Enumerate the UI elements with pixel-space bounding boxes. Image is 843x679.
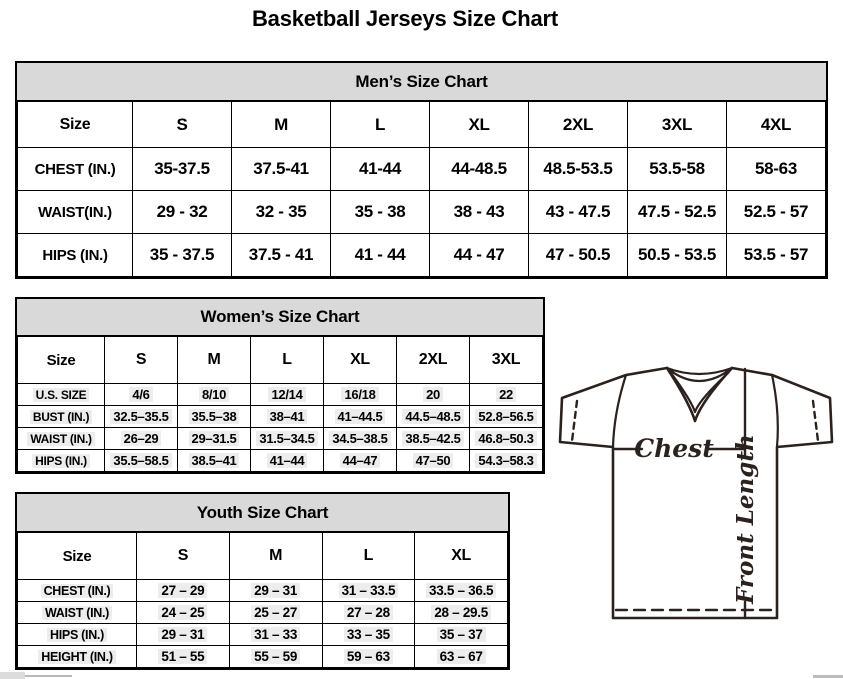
size-cell bbox=[324, 450, 397, 472]
size-cell bbox=[137, 624, 230, 646]
table-row bbox=[18, 428, 543, 450]
size-cell bbox=[137, 602, 230, 624]
front-length-label: Front Length bbox=[732, 434, 759, 604]
column-header: S bbox=[105, 337, 178, 384]
highlighted-text: 16/18 bbox=[341, 387, 378, 402]
highlighted-text: 44.5–48.5 bbox=[402, 409, 463, 424]
size-cell: 35 - 37.5 bbox=[133, 234, 232, 277]
highlighted-text: 54.3–58.3 bbox=[475, 453, 536, 468]
highlighted-text: 46.8–50.3 bbox=[475, 431, 536, 446]
size-cell: 38 - 43 bbox=[430, 191, 529, 234]
column-header: 3XL bbox=[470, 337, 543, 384]
size-cell: 48.5-53.5 bbox=[529, 148, 628, 191]
table-row bbox=[18, 191, 826, 234]
jersey-seam-left bbox=[613, 375, 626, 447]
size-cell bbox=[324, 428, 397, 450]
size-cell bbox=[229, 580, 322, 602]
size-cell bbox=[105, 384, 178, 406]
jersey-outline bbox=[560, 368, 832, 618]
highlighted-text: 41–44.5 bbox=[335, 409, 386, 424]
highlighted-text: WAIST (IN.) bbox=[42, 606, 112, 620]
column-header: L bbox=[322, 533, 415, 580]
highlighted-text: 31 – 33.5 bbox=[339, 583, 399, 598]
column-header: 4XL bbox=[727, 102, 826, 148]
size-cell: 41-44 bbox=[331, 148, 430, 191]
highlighted-text: 51 – 55 bbox=[158, 649, 207, 664]
size-cell: 47.5 - 52.5 bbox=[628, 191, 727, 234]
table-row bbox=[18, 406, 543, 428]
highlighted-text: 63 – 67 bbox=[437, 649, 486, 664]
column-header: S bbox=[133, 102, 232, 148]
highlighted-text: 35 – 37 bbox=[437, 627, 486, 642]
size-cell bbox=[251, 428, 324, 450]
jersey-cuff-dash-left bbox=[572, 401, 577, 441]
size-cell bbox=[324, 406, 397, 428]
row-label bbox=[18, 602, 137, 624]
column-header: 2XL bbox=[529, 102, 628, 148]
highlighted-text: 32.5–35.5 bbox=[110, 409, 171, 424]
size-cell bbox=[178, 406, 251, 428]
highlighted-text: 31 – 33 bbox=[251, 627, 300, 642]
size-cell bbox=[470, 450, 543, 472]
table-row bbox=[18, 624, 508, 646]
highlighted-text: 4/6 bbox=[129, 387, 152, 402]
jersey-cuff-dash-right bbox=[813, 401, 818, 441]
size-cell: 43 - 47.5 bbox=[529, 191, 628, 234]
highlighted-text: 33.5 – 36.5 bbox=[426, 583, 496, 598]
size-cell bbox=[397, 428, 470, 450]
size-cell: 53.5-58 bbox=[628, 148, 727, 191]
highlighted-text: 35.5–58.5 bbox=[110, 453, 171, 468]
highlighted-text: 44–47 bbox=[340, 453, 381, 468]
horizontal-scrollbar-track-right[interactable] bbox=[813, 675, 843, 678]
size-cell bbox=[178, 450, 251, 472]
highlighted-text: 33 – 35 bbox=[344, 627, 393, 642]
size-cell bbox=[178, 428, 251, 450]
size-cell bbox=[397, 384, 470, 406]
highlighted-text: 27 – 28 bbox=[344, 605, 393, 620]
mens-size-chart bbox=[15, 61, 828, 279]
row-label bbox=[18, 580, 137, 602]
highlighted-text: 26–29 bbox=[121, 431, 162, 446]
size-cell: 29 - 32 bbox=[133, 191, 232, 234]
size-header-row bbox=[18, 102, 826, 148]
highlighted-text: 35.5–38 bbox=[189, 409, 240, 424]
mens-size-table bbox=[17, 101, 826, 277]
column-header: 2XL bbox=[397, 337, 470, 384]
highlighted-text: 41–44 bbox=[267, 453, 308, 468]
size-cell: 50.5 - 53.5 bbox=[628, 234, 727, 277]
size-cell: 53.5 - 57 bbox=[727, 234, 826, 277]
highlighted-text: 38.5–41 bbox=[189, 453, 240, 468]
size-cell: 47 - 50.5 bbox=[529, 234, 628, 277]
column-header: 3XL bbox=[628, 102, 727, 148]
size-cell: 41 - 44 bbox=[331, 234, 430, 277]
highlighted-text: 24 – 25 bbox=[158, 605, 207, 620]
highlighted-text: 29–31.5 bbox=[189, 431, 240, 446]
column-header: XL bbox=[415, 533, 508, 580]
size-header-row bbox=[18, 337, 543, 384]
highlighted-text: 27 – 29 bbox=[158, 583, 207, 598]
highlighted-text: 34.5–38.5 bbox=[329, 431, 390, 446]
highlighted-text: HIPS (IN.) bbox=[32, 454, 90, 468]
size-cell bbox=[415, 624, 508, 646]
column-header: L bbox=[251, 337, 324, 384]
column-header: L bbox=[331, 102, 430, 148]
womens-size-table bbox=[17, 336, 543, 472]
highlighted-text: CHEST (IN.) bbox=[41, 584, 114, 598]
womens-table-title: Women’s Size Chart bbox=[17, 299, 543, 336]
size-header-row bbox=[18, 533, 508, 580]
column-header: M bbox=[178, 337, 251, 384]
size-cell bbox=[251, 406, 324, 428]
jersey-measurement-diagram bbox=[556, 362, 836, 624]
table-row bbox=[18, 148, 826, 191]
row-label: HIPS (IN.) bbox=[18, 234, 133, 277]
highlighted-text: WAIST (IN.) bbox=[27, 432, 94, 446]
size-cell: 44-48.5 bbox=[430, 148, 529, 191]
highlighted-text: 29 – 31 bbox=[251, 583, 300, 598]
size-cell bbox=[470, 428, 543, 450]
size-cell bbox=[251, 450, 324, 472]
size-cell bbox=[470, 406, 543, 428]
highlighted-text: 52.8–56.5 bbox=[475, 409, 536, 424]
size-cell bbox=[105, 428, 178, 450]
row-label bbox=[18, 384, 105, 406]
size-cell: 35 - 38 bbox=[331, 191, 430, 234]
size-cell: 58-63 bbox=[727, 148, 826, 191]
highlighted-text: 28 – 29.5 bbox=[431, 605, 491, 620]
highlighted-text: 20 bbox=[423, 387, 443, 402]
column-header: XL bbox=[430, 102, 529, 148]
row-label: WAIST(IN.) bbox=[18, 191, 133, 234]
mens-table-title: Men’s Size Chart bbox=[17, 63, 826, 101]
size-cell bbox=[137, 646, 230, 668]
size-cell bbox=[229, 646, 322, 668]
highlighted-text: 38.5–42.5 bbox=[402, 431, 463, 446]
column-header: Size bbox=[18, 102, 133, 148]
youth-table-title: Youth Size Chart bbox=[17, 494, 508, 532]
size-cell bbox=[415, 580, 508, 602]
table-row bbox=[18, 580, 508, 602]
size-cell bbox=[415, 602, 508, 624]
table-row bbox=[18, 450, 543, 472]
youth-size-chart bbox=[15, 492, 510, 670]
size-cell bbox=[137, 580, 230, 602]
size-cell: 52.5 - 57 bbox=[727, 191, 826, 234]
page-title: Basketball Jerseys Size Chart bbox=[251, 6, 559, 31]
highlighted-text: 12/14 bbox=[268, 387, 305, 402]
highlighted-text: 47–50 bbox=[413, 453, 454, 468]
chest-label: Chest bbox=[634, 434, 714, 463]
size-cell bbox=[105, 450, 178, 472]
size-cell bbox=[322, 602, 415, 624]
jersey-seam-right bbox=[772, 375, 778, 447]
horizontal-scrollbar-thumb[interactable] bbox=[0, 672, 25, 679]
row-label bbox=[18, 428, 105, 450]
womens-size-chart bbox=[15, 297, 545, 474]
size-cell: 44 - 47 bbox=[430, 234, 529, 277]
size-cell bbox=[415, 646, 508, 668]
size-cell bbox=[322, 580, 415, 602]
row-label: CHEST (IN.) bbox=[18, 148, 133, 191]
highlighted-text: 55 – 59 bbox=[251, 649, 300, 664]
size-cell bbox=[251, 384, 324, 406]
table-row bbox=[18, 602, 508, 624]
size-cell bbox=[470, 384, 543, 406]
size-cell bbox=[229, 624, 322, 646]
highlighted-text: BUST (IN.) bbox=[30, 410, 92, 424]
column-header: M bbox=[232, 102, 331, 148]
column-header: Size bbox=[18, 337, 105, 384]
size-cell bbox=[397, 450, 470, 472]
youth-size-table bbox=[17, 532, 508, 668]
size-cell: 32 - 35 bbox=[232, 191, 331, 234]
row-label bbox=[18, 646, 137, 668]
size-cell bbox=[397, 406, 470, 428]
table-row bbox=[18, 384, 543, 406]
size-cell bbox=[324, 384, 397, 406]
size-cell bbox=[178, 384, 251, 406]
highlighted-text: 29 – 31 bbox=[158, 627, 207, 642]
size-cell: 37.5 - 41 bbox=[232, 234, 331, 277]
highlighted-text: 8/10 bbox=[199, 387, 229, 402]
size-cell bbox=[229, 602, 322, 624]
row-label bbox=[18, 624, 137, 646]
highlighted-text: HEIGHT (IN.) bbox=[38, 650, 115, 664]
size-cell: 35-37.5 bbox=[133, 148, 232, 191]
table-row bbox=[18, 234, 826, 277]
highlighted-text: 59 – 63 bbox=[344, 649, 393, 664]
highlighted-text: 38–41 bbox=[267, 409, 308, 424]
highlighted-text: HIPS (IN.) bbox=[47, 628, 107, 642]
highlighted-text: 31.5–34.5 bbox=[256, 431, 317, 446]
size-cell bbox=[322, 624, 415, 646]
size-cell bbox=[105, 406, 178, 428]
highlighted-text: 22 bbox=[496, 387, 516, 402]
row-label bbox=[18, 450, 105, 472]
column-header: S bbox=[137, 533, 230, 580]
jersey-vneck-inner bbox=[671, 373, 728, 412]
size-cell: 37.5-41 bbox=[232, 148, 331, 191]
table-row bbox=[18, 646, 508, 668]
size-cell bbox=[322, 646, 415, 668]
column-header: Size bbox=[18, 533, 137, 580]
highlighted-text: U.S. SIZE bbox=[33, 388, 90, 402]
row-label bbox=[18, 406, 105, 428]
highlighted-text: 25 – 27 bbox=[251, 605, 300, 620]
column-header: XL bbox=[324, 337, 397, 384]
column-header: M bbox=[229, 533, 322, 580]
